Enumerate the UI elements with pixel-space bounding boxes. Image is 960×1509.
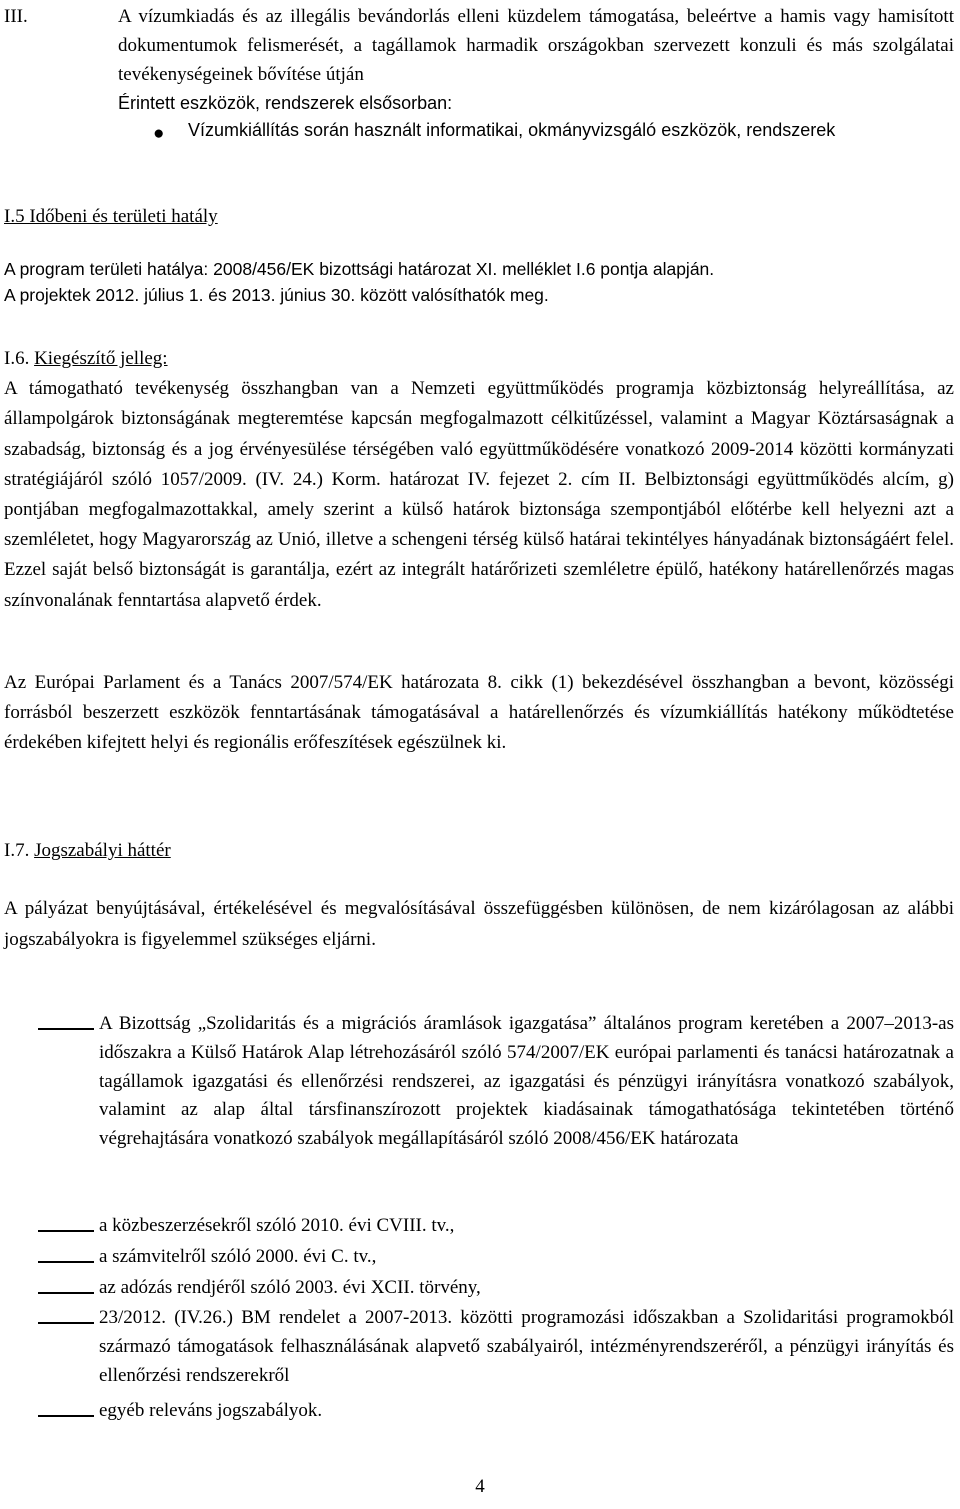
section-15-line-2: A projektek 2012. július 1. és 2013. június 30. között valósíthatók meg. [4,285,549,305]
section-iii-block [118,2,954,118]
dash-icon [38,1322,94,1324]
section-iii-number: III. [4,6,28,27]
section-17-title [4,836,171,865]
section-15-line-1: A program területi hatálya: 2008/456/EK bizottsági határozat XI. melléklet I.6 pontja alapján. [4,259,715,279]
list-item-text: 23/2012. (IV.26.) BM rendelet a 2007-2013. közötti programozási időszakban a Szolidaritási programokból származó támogatások felhasználásának alapvető szabályairól, intézményrendszeréről, a pénzügyi irányítás és ellenőrzési rendszerekről [99,1307,954,1386]
section-17-intro: A pályázat benyújtásával, értékelésével és megvalósításával összefüggésben különösen, de nem kizárólagosan az alábbi jogszabályokra is figyelemmel szükséges eljárni. [4,898,954,950]
section-iii-tools-intro: Érintett eszközök, rendszerek elsősorban: [118,93,453,113]
dash-icon [38,1292,94,1294]
list-item-text: egyéb releváns jogszabályok. [99,1400,323,1421]
section-16-paragraph-2: Az Európai Parlament és a Tanács 2007/574/EK határozata 8. cikk (1) bekezdésével összhangban a bevont, közösségi forrásból beszerzett eszközök fenntartásának támogatásával a határellenőrzés és vízumkiállítás hatékony működtetése érdekében kifejtett helyi és regionális erőfeszítések egészülnek ki. [4,672,954,754]
section-17-number: I.7. [4,840,35,861]
section-16-heading: Kiegészítő jelleg: [34,348,168,369]
list-item-text: A Bizottság „Szolidaritás és a migrációs áramlások igazgatása” általános program keretében a 2007–2013-as időszakra a Külső Határok Alap létrehozásáról szóló 574/2007/EK európai parlamenti és tanácsi határozatnak a tagállamok igazgatási és ellenőrzési rendszerei, az igazgatási és pénzügyi irányításra vonatkozó szabályok, valamint az alap által társfinanszírozott projektek kiadásainak támogathatósága tekintetében történő végrehajtására vonatkozó szabályok megállapításáról szóló 2008/456/EK határozata [99,1013,954,1150]
section-15-heading: I.5 Időbeni és területi hatály [4,206,218,227]
section-17-heading: Jogszabályi háttér [34,840,171,861]
section-16-paragraph-1: A támogatható tevékenység összhangban van a Nemzeti együttműködés programja közbiztonság helyreállítása, az állampolgárok biztonságának megteremtése kapcsán megfogalmazott célkitűzéssel, valamint a Magyar Köztársaságnak a szabadság, biztonság és a jog érvényesülése térségében való együttműködésére vonatkozó 2009-2014 közötti kormányzati stratégiájáról szóló 1057/2009. (IV. 24.) Korm. határozat IV. fejezet 2. cím II. Belbiztonsági együttműködés alcím, g) pontjában megfogalmazottakkal, amely szerint a külső határok biztonsága szempontjából előtérbe kell helyezni azt a szemléletet, hogy Magyarország az Unió, illetve a schengeni térség külső határai tekintélyes hányadának biztonságáért felel. Ezzel saját belső biztonságát is garantálja, ezért az integrált határőrizeti szemléletre épülő, hatékony határellenőrzés magas színvonalának fenntartása alapvető érdek. [4,378,954,611]
section-15-body [4,256,954,308]
list-item-text: a közbeszerzésekről szóló 2010. évi CVIII. tv., [99,1215,455,1236]
dash-icon [38,1028,94,1030]
list-item-text: a számvitelről szóló 2000. évi C. tv., [99,1246,377,1267]
section-16-number: I.6. [4,348,35,369]
dash-icon [38,1261,94,1263]
page-number: 4 [475,1476,485,1497]
section-16-block [4,344,954,616]
section-iii-bullet-item: Vízumkiállítás során használt informatikai, okmányvizsgáló eszközök, rendszerek [188,120,836,140]
section-iii-text: A vízumkiadás és az illegális bevándorlás elleni küzdelem támogatása, beleértve a hamis vagy hamisított dokumentumok felismerését, a tagállamok harmadik országokban szervezett konzuli és más szolgálatai tevékenységeinek bővítése útján [118,6,954,85]
bullet-icon: ● [153,123,165,144]
list-item-text: az adózás rendjéről szóló 2003. évi XCII. törvény, [99,1277,481,1298]
dash-icon [38,1415,94,1417]
dash-icon [38,1230,94,1232]
